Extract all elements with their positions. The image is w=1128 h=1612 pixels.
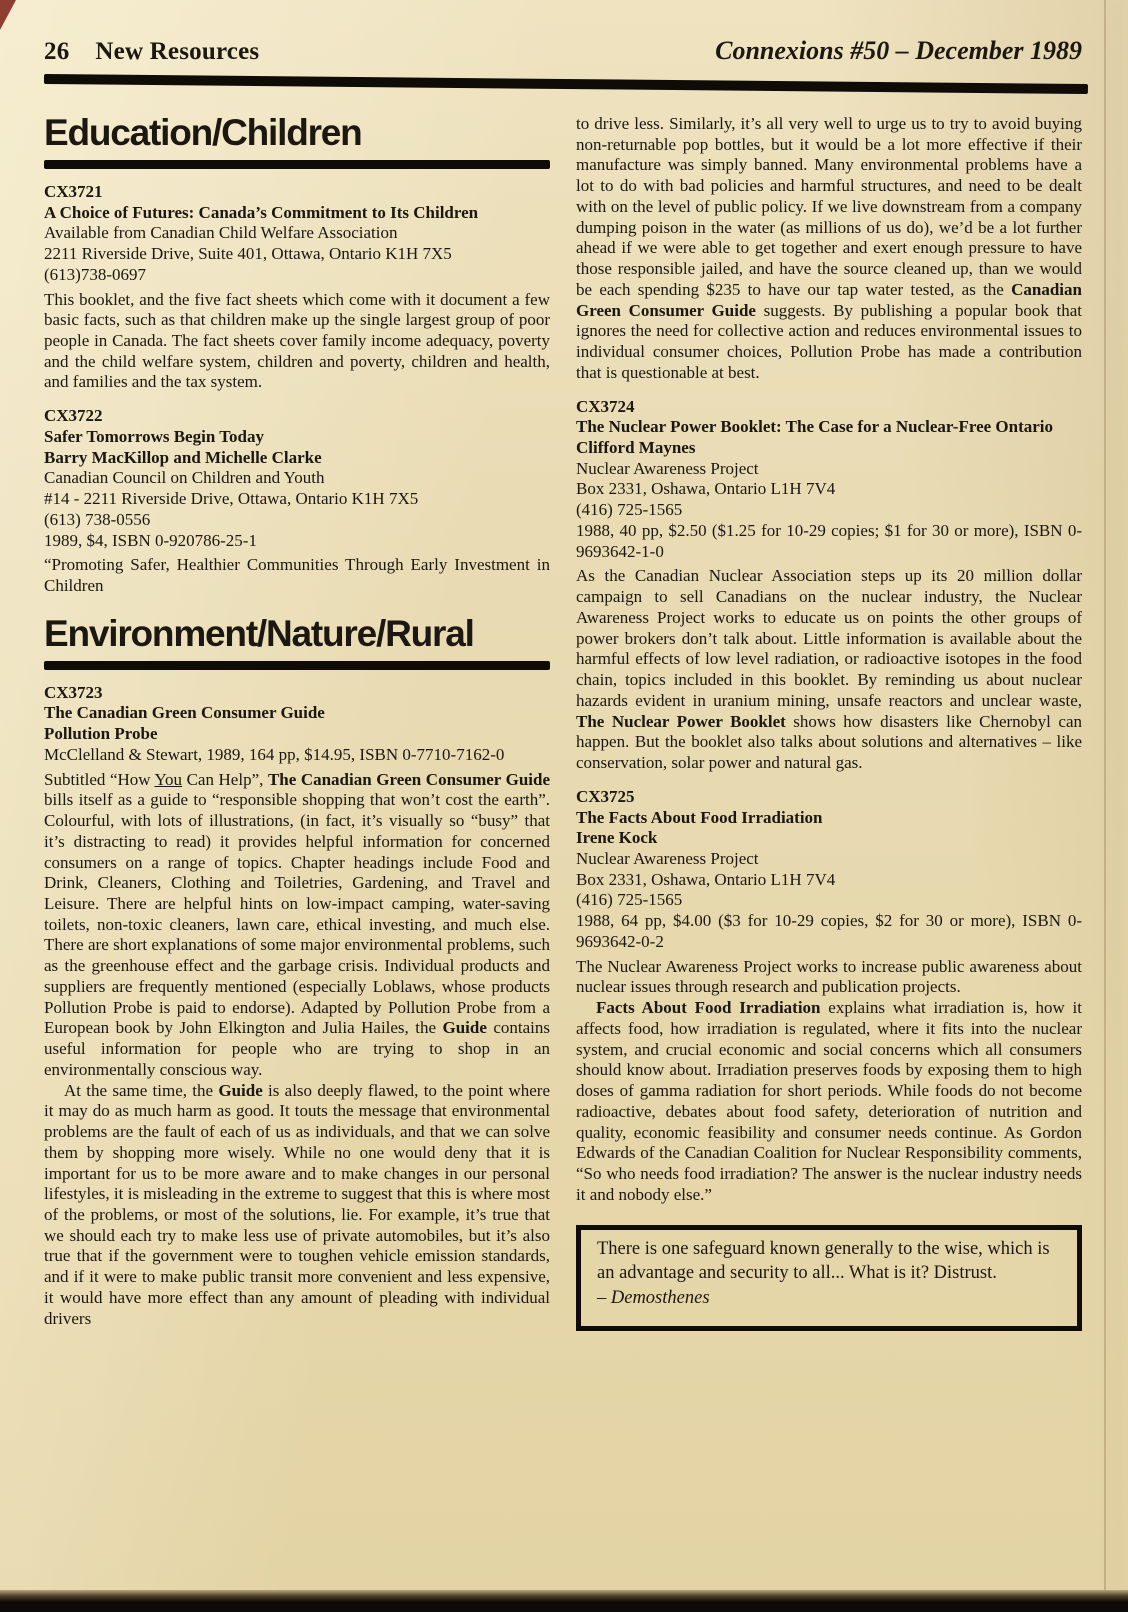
entry-code: CX3725 bbox=[576, 786, 635, 806]
entry-cx3724 bbox=[576, 397, 1082, 774]
entry-meta-line: 1988, 64 pp, $4.00 ($3 for 10-29 copies, $2 for 30 or more), ISBN 0-9693642-0-2 bbox=[576, 911, 1082, 951]
page-fold-crease bbox=[1104, 0, 1106, 1590]
entry-meta-line: Nuclear Awareness Project bbox=[576, 848, 759, 868]
entry-review-paragraph: At the same time, the Guide is also deeply flawed, to the point where it may do as much harm as good. It touts the message that environmental problems are the fault of each of us as individuals, and that we can solve them by shopping more wisely. While no one would deny that it is important for us to be more aware and to make changes in our personal lifestyles, it is misleading in the extreme to suggest that this is where most of the problems, or most of the solutions, lie. For example, it’s true that we should each try to make less use of private automobiles, but it’s also true that if the government were to toughen vehicle emission standards, and if it were to make public transit more convenient and less expensive, it would have more effect than any amount of pleading with individual drivers bbox=[44, 1080, 550, 1328]
entry-title: The Nuclear Power Booklet: The Case for a Nuclear-Free Ontario bbox=[576, 417, 1054, 437]
entry-review-paragraph: The Nuclear Awareness Project works to increase public awareness about nuclear issues through research and publication projects. bbox=[576, 956, 1082, 997]
entry-code: CX3721 bbox=[44, 181, 103, 201]
entry-title: The Facts About Food Irradiation bbox=[576, 807, 823, 827]
header-section-title: New Resources bbox=[95, 38, 260, 65]
entry-author: Barry MacKillop and Michelle Clarke bbox=[44, 447, 322, 467]
column-left bbox=[44, 114, 550, 1331]
heading-underline-bar bbox=[44, 160, 550, 169]
entry-meta-line: Canadian Council on Children and Youth bbox=[44, 468, 325, 488]
entry-meta-line: Available from Canadian Child Welfare Association bbox=[44, 223, 398, 243]
entry-meta-line: (613) 738-0556 bbox=[44, 509, 151, 529]
heading-underline-bar bbox=[44, 661, 550, 670]
entry-review-paragraph: This booklet, and the five fact sheets which come with it document a few basic facts, such as that children make up the single largest group of poor people in Canada. The fact sheets cover family income adequacy, poverty and the child welfare system, children and poverty, children and health, and families and the tax system. bbox=[44, 289, 550, 392]
quote-attribution: – Demosthenes bbox=[597, 1287, 710, 1308]
entry-author: Irene Kock bbox=[576, 828, 658, 848]
page-bottom-edge bbox=[0, 1590, 1128, 1612]
entry-meta-line: (416) 725-1565 bbox=[576, 890, 683, 910]
entry-review-paragraph: “Promoting Safer, Healthier Communities Through Early Investment in Children bbox=[44, 555, 550, 596]
entry-review-paragraph: As the Canadian Nuclear Association steps up its 20 million dollar campaign to sell Canadians on the nuclear industry, the Nuclear Awareness Project works to educate us on points the other groups of power brokers don’t talk about. Little information is available about the harmful effects of low level radiation, or radioactive isotopes in the food chain, topics included in this booklet. By reminding us about nuclear hazards evident in uranium mining, unsafe reactors and unclear waste, The Nuclear Power Booklet shows how disasters like Chernobyl can happen. But the booklet also talks about solutions and alternatives – like conservation, solar power and natural gas. bbox=[576, 566, 1082, 773]
page-number: 26 bbox=[44, 38, 70, 65]
entry-author: Clifford Maynes bbox=[576, 438, 696, 458]
entry-meta-line: 1989, $4, ISBN 0-920786-25-1 bbox=[44, 530, 257, 550]
entry-title: The Canadian Green Consumer Guide bbox=[44, 703, 325, 723]
continuation-paragraph: to drive less. Similarly, it’s all very well to urge us to try to avoid buying non-returnable pop bottles, but it would be a lot more effective if their manufacture was simply banned. Many environmental problems have a lot to do with bad policies and harmful structures, and need to be dealt with on the level of public policy. If we live downstream from a company dumping poison in the water (as millions of us do), we’d be a lot further ahead if we were able to get together and exert enough pressure to have those responsible jailed, and have the source cleaned up, than we would be each spending $235 to have our tap water tested, as the Canadian Green Consumer Guide suggests. By publishing a popular book that ignores the need for collective action and reduces environmental issues to individual consumer choices, Pollution Probe has made a contribution that is questionable at best. bbox=[576, 114, 1082, 382]
header-left bbox=[44, 38, 259, 66]
entry-cx3721 bbox=[44, 182, 550, 393]
entry-title: A Choice of Futures: Canada’s Commitment to Its Children bbox=[44, 202, 479, 222]
section-heading-education-children: Education/Children bbox=[44, 112, 362, 153]
header-issue: Connexions #50 – December 1989 bbox=[715, 36, 1082, 65]
entry-meta-line: Nuclear Awareness Project bbox=[576, 458, 759, 478]
entry-author: Pollution Probe bbox=[44, 724, 158, 744]
section-heading-environment-nature-rural: Environment/Nature/Rural bbox=[44, 612, 474, 654]
entry-meta-line: #14 - 2211 Riverside Drive, Ottawa, Ontario K1H 7X5 bbox=[44, 489, 419, 509]
two-column-layout bbox=[0, 84, 1128, 1331]
entry-meta-line: McClelland & Stewart, 1989, 164 pp, $14.95, ISBN 0-7710-7162-0 bbox=[44, 744, 505, 764]
quote-box bbox=[576, 1225, 1082, 1330]
entry-meta-line: Box 2331, Oshawa, Ontario L1H 7V4 bbox=[576, 479, 836, 499]
entry-code: CX3722 bbox=[44, 406, 103, 426]
entry-title: Safer Tomorrows Begin Today bbox=[44, 426, 264, 446]
entry-cx3725 bbox=[576, 787, 1082, 1206]
entry-code: CX3723 bbox=[44, 682, 103, 702]
quote-text: There is one safeguard known generally to the wise, which is an advantage and security to all... What is it? Distrust. bbox=[597, 1239, 1050, 1283]
page-header bbox=[0, 0, 1128, 66]
entry-meta-line: Box 2331, Oshawa, Ontario L1H 7V4 bbox=[576, 869, 836, 889]
entry-meta-line: (416) 725-1565 bbox=[576, 500, 683, 520]
entry-review-paragraph: Facts About Food Irradiation explains what irradiation is, how it affects food, how irradiation is regulated, where it fits into the nuclear system, and crucial economic and social concerns which all consumers should know about. Irradiation preserves foods by exposing them to high doses of gamma radiation for short periods. While foods do not become radioactive, debates about food safety, deterioration of nutrition and quality, economic feasibility and consumer needs continue. As Gordon Edwards of the Canadian Coalition for Nuclear Responsibility comments, “So who needs food irradiation? The answer is the nuclear industry needs it and nobody else.” bbox=[576, 998, 1082, 1204]
bottom-blue-strip bbox=[0, 1605, 1128, 1612]
entry-code: CX3724 bbox=[576, 396, 635, 416]
entry-review-paragraph: Subtitled “How You Can Help”, The Canadian Green Consumer Guide bills itself as a guide to “responsible shopping that won’t cost the earth”. Colourful, with lots of illustrations, (in fact, it’s visually so “busy” that it’s distracting to read) it provides helpful information for concerned consumers on a range of topics. Chapter headings include Food and Drink, Cleaners, Clothing and Toiletries, Gardening, and Travel and Leisure. There are helpful hints on low-impact camping, water-saving toilets, non-toxic cleaners, lawn care, ethical investing, and much else. There are short explanations of some major environmental problems, such as the greenhouse effect and the garbage crisis. Individual products and suppliers are frequently mentioned (especially Loblaws, whose products Pollution Probe is paid to endorse). Adapted by Pollution Probe from a European book by John Elkington and Julia Hailes, the Guide contains useful information for people who are trying to shop in an environmentally conscious way. bbox=[44, 769, 550, 1079]
entry-meta-line: 2211 Riverside Drive, Suite 401, Ottawa, Ontario K1H 7X5 bbox=[44, 244, 452, 264]
column-right bbox=[576, 114, 1082, 1331]
entry-cx3723 bbox=[44, 683, 550, 1330]
entry-cx3722 bbox=[44, 406, 550, 597]
entry-meta-line: (613)738-0697 bbox=[44, 264, 146, 284]
entry-meta-line: 1988, 40 pp, $2.50 ($1.25 for 10-29 copies; $1 for 30 or more), ISBN 0-9693642-1-0 bbox=[576, 520, 1082, 561]
